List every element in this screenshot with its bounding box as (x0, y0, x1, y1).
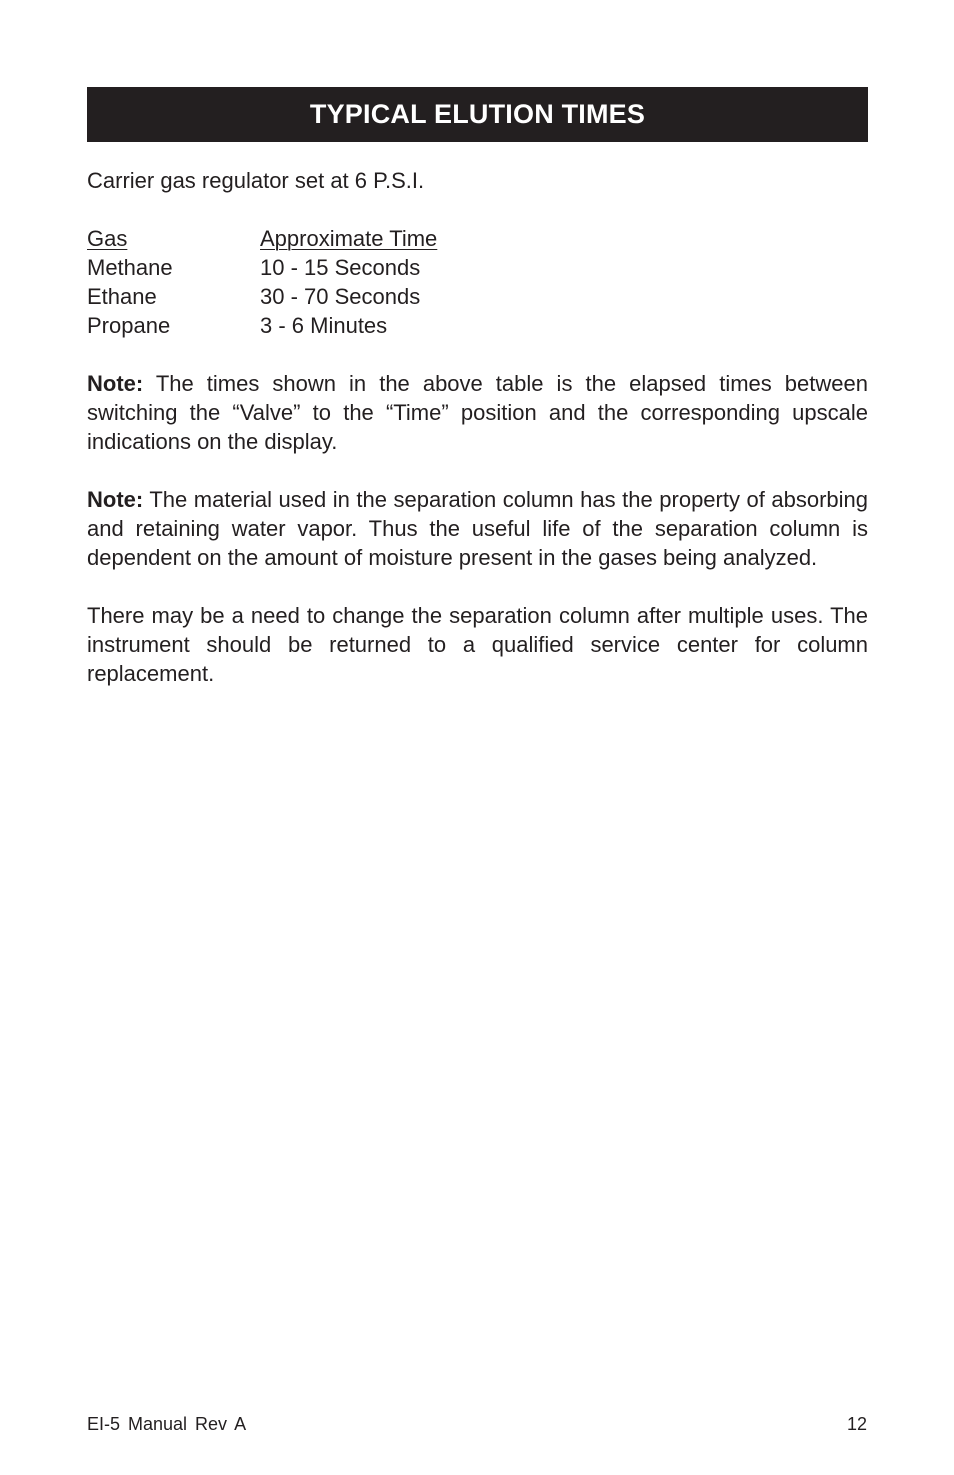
table-row (87, 282, 868, 311)
footer-page-number: 12 (846, 1414, 867, 1434)
table-row (87, 311, 868, 340)
time-cell: 10 - 15 Seconds (260, 255, 421, 280)
elution-table (87, 224, 868, 340)
gas-cell: Ethane (87, 284, 157, 309)
note-label: Note: (87, 371, 144, 396)
gas-cell: Methane (87, 255, 173, 280)
table-header-row (87, 224, 868, 253)
page-content (87, 166, 868, 717)
note-text: The material used in the separation column has the property of absorbing and retaining water vapor. Thus the useful life of the separation column is dependent on the amount of moisture present in the gases being analyzed. (87, 487, 868, 570)
section-title: TYPICAL ELUTION TIMES (309, 99, 646, 129)
note-paragraph-2 (87, 485, 868, 572)
column-header-gas: Gas (87, 226, 128, 251)
table-row (87, 253, 868, 282)
intro-text: Carrier gas regulator set at 6 P.S.I. (87, 168, 425, 193)
closing-paragraph: There may be a need to change the separation column after multiple uses. The instrument should be returned to a qualified service center for column replacement. (87, 603, 868, 686)
note-text: The times shown in the above table is the elapsed times between switching the “Valve” to the “Time” position and the corresponding upscale indications on the display. (87, 371, 868, 454)
time-cell: 3 - 6 Minutes (260, 313, 388, 338)
time-cell: 30 - 70 Seconds (260, 284, 421, 309)
section-header (87, 87, 868, 142)
note-label: Note: (87, 487, 144, 512)
column-header-time: Approximate Time (260, 226, 438, 251)
note-paragraph-1 (87, 369, 868, 456)
footer-manual-name: EI-5 Manual Rev A (87, 1414, 247, 1434)
gas-cell: Propane (87, 313, 171, 338)
